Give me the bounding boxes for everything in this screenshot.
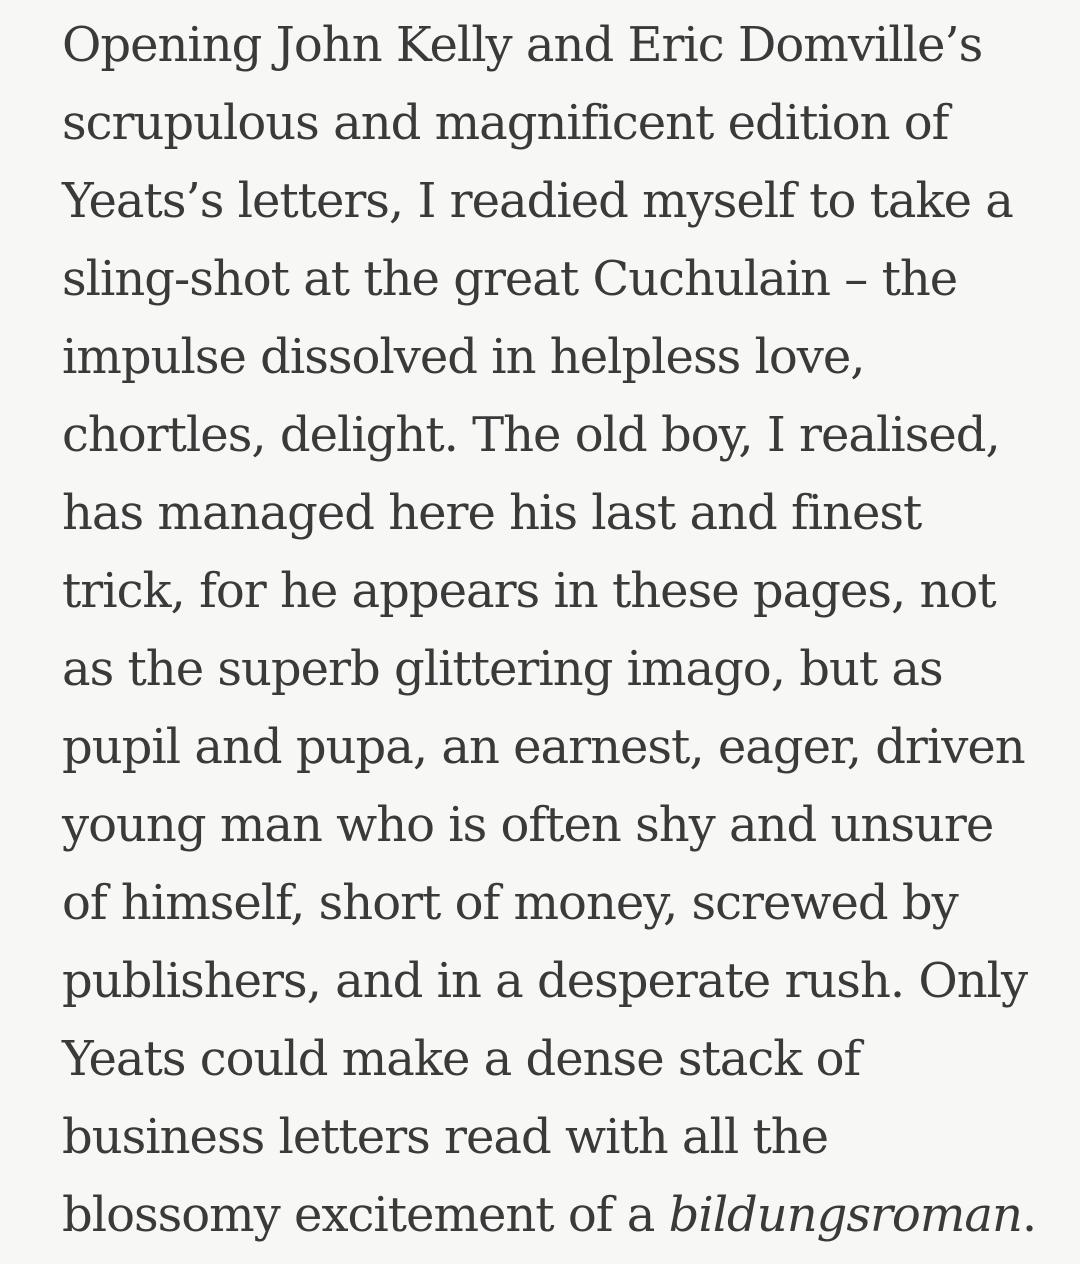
paragraph-line: young man who is often shy and unsure xyxy=(62,797,994,853)
paragraph-line: sling-shot at the great Cuchulain – the xyxy=(62,251,958,307)
paragraph-line: as the superb glittering imago, but as xyxy=(62,641,943,697)
last-line-text: blossomy excitement of a xyxy=(62,1187,669,1243)
paragraph-line: has managed here his last and finest xyxy=(62,485,922,541)
paragraph-line: of himself, short of money, screwed by xyxy=(62,875,958,931)
paragraph-line: scrupulous and magnificent edition of xyxy=(62,95,949,151)
paragraph-line: publishers, and in a desperate rush. Only xyxy=(62,953,1028,1009)
paragraph-line: Opening John Kelly and Eric Domville’s xyxy=(62,17,983,73)
paragraph-line: pupil and pupa, an earnest, eager, driven xyxy=(62,719,1025,775)
italic-term: bildungsroman xyxy=(668,1187,1022,1243)
paragraph-line: Yeats’s letters, I readied myself to take a xyxy=(62,173,1013,229)
last-line-punctuation: . xyxy=(1021,1187,1037,1243)
paragraph-line: chortles, delight. The old boy, I realised, xyxy=(62,407,1000,463)
paragraph-line: business letters read with all the xyxy=(62,1109,829,1165)
article-paragraph xyxy=(62,6,1062,1254)
paragraph-line: impulse dissolved in helpless love, xyxy=(62,329,865,385)
paragraph-line: Yeats could make a dense stack of xyxy=(62,1031,861,1087)
paragraph-last-line xyxy=(62,1176,1062,1254)
paragraph-line: trick, for he appears in these pages, not xyxy=(62,563,996,619)
